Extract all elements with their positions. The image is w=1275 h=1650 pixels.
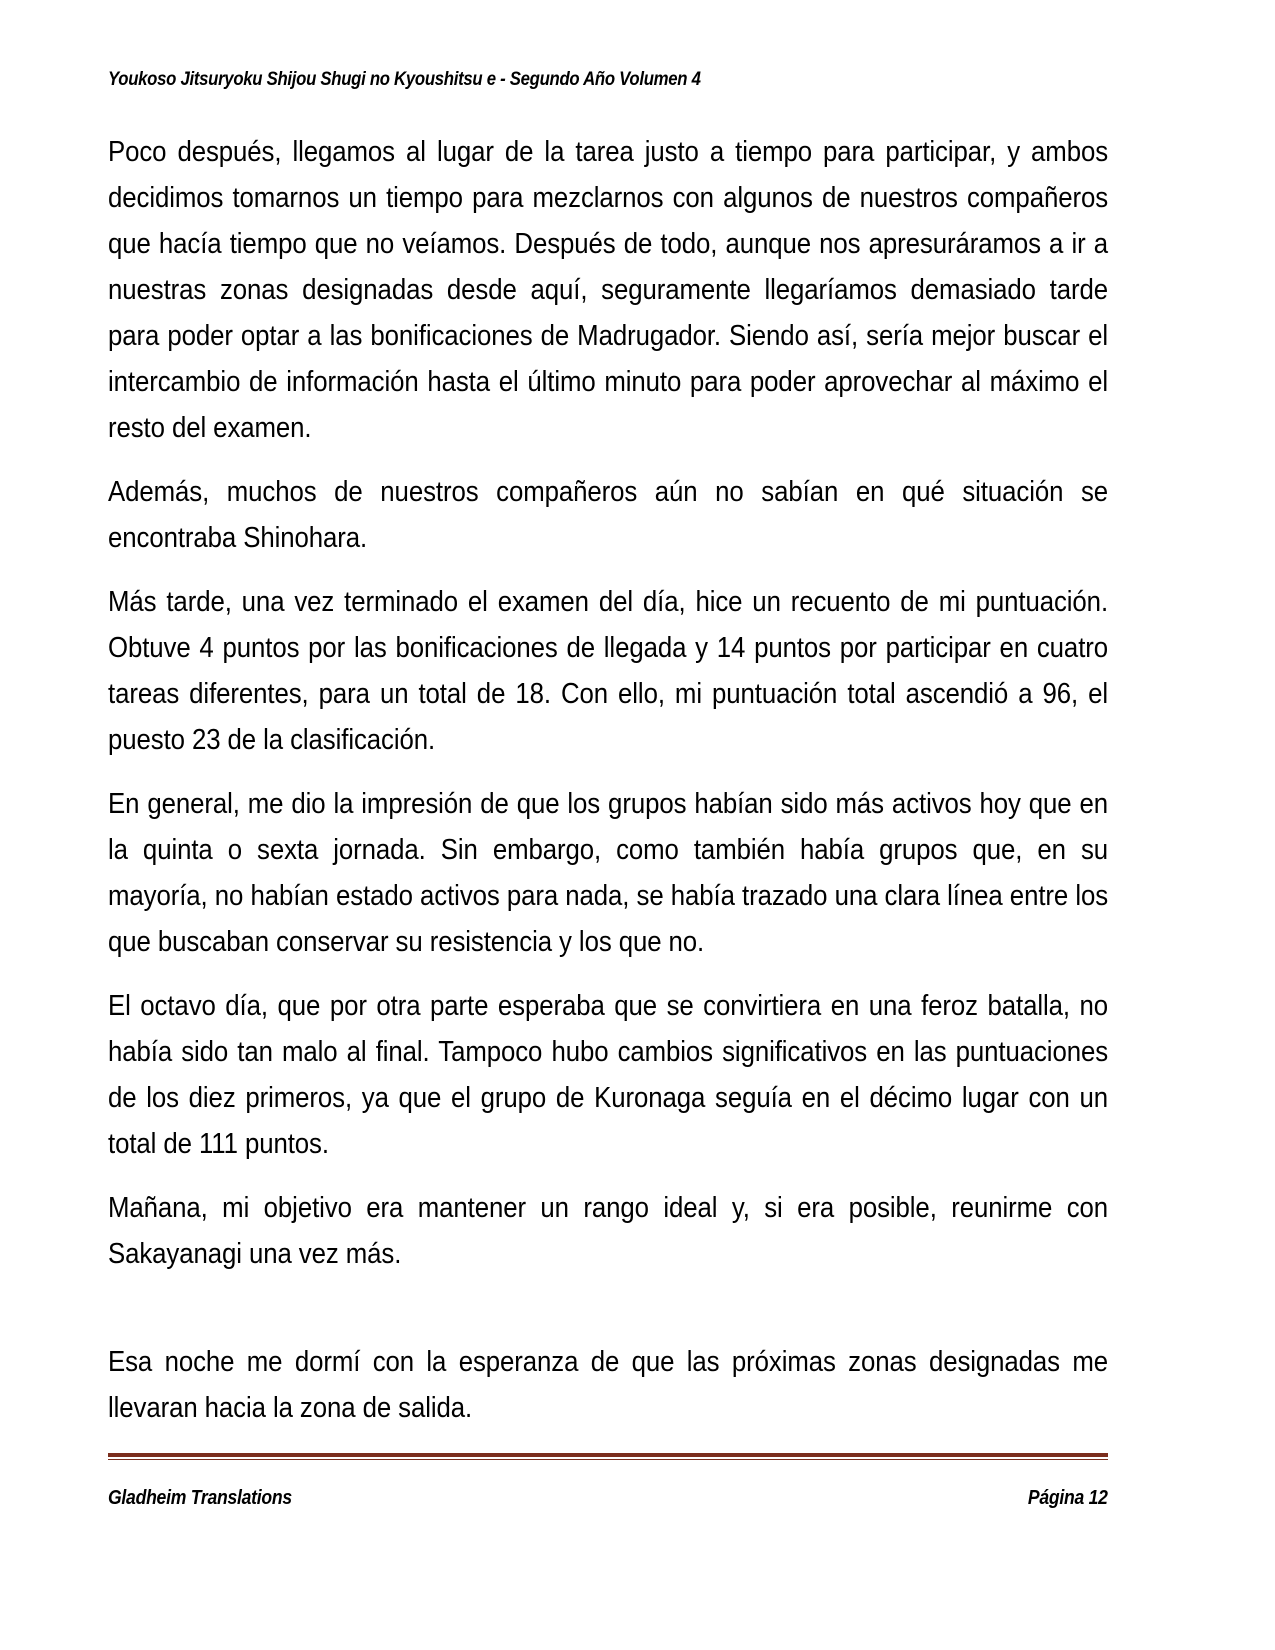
footer-rule-thick [108, 1453, 1108, 1457]
footer-rule-thin [108, 1459, 1108, 1460]
footer-row [108, 1487, 1108, 1510]
page-content [108, 0, 1108, 1431]
page-footer [108, 1453, 1108, 1510]
paragraph-2: Además, muchos de nuestros compañeros aún no sabían en qué situación se encontraba Shinohara. [108, 476, 1109, 554]
footer-divider [108, 1453, 1108, 1461]
footer-page-number: Página 12 [1028, 1487, 1108, 1509]
body-text [108, 129, 1108, 1431]
paragraph-7: Esa noche me dormí con la esperanza de que las próximas zonas designadas me llevaran hacia la zona de salida. [108, 1346, 1109, 1424]
footer-translator-credit: Gladheim Translations [108, 1487, 292, 1509]
paragraph-4: En general, me dio la impresión de que los grupos habían sido más activos hoy que en la quinta o sexta jornada. Sin embargo, como también había grupos que, en su mayoría, no habían estado activos para nada, se había trazado una clara línea entre los que buscaban conservar su resistencia y los que no. [108, 788, 1109, 958]
paragraph-3: Más tarde, una vez terminado el examen del día, hice un recuento de mi puntuación. Obtuve 4 puntos por las bonificaciones de llegada y 14 puntos por participar en cuatro tareas diferentes, para un total de 18. Con ello, mi puntuación total ascendió a 96, el puesto 23 de la clasificación. [108, 586, 1109, 756]
document-header-title: Youkoso Jitsuryoku Shijou Shugi no Kyoushitsu e - Segundo Año Volumen 4 [108, 68, 701, 90]
paragraph-5: El octavo día, que por otra parte esperaba que se convirtiera en una feroz batalla, no había sido tan malo al final. Tampoco hubo cambios significativos en las puntuaciones de los diez primeros, ya que el grupo de Kuronaga seguía en el décimo lugar con un total de 111 puntos. [108, 990, 1109, 1160]
paragraph-6: Mañana, mi objetivo era mantener un rango ideal y, si era posible, reunirme con Sakayanagi una vez más. [108, 1192, 1109, 1270]
paragraph-1: Poco después, llegamos al lugar de la tarea justo a tiempo para participar, y ambos decidimos tomarnos un tiempo para mezclarnos con algunos de nuestros compañeros que hacía tiempo que no veíamos. Después de todo, aunque nos apresuráramos a ir a nuestras zonas designadas desde aquí, seguramente llegaríamos demasiado tarde para poder optar a las bonificaciones de Madrugador. Siendo así, sería mejor buscar el intercambio de información hasta el último minuto para poder aprovechar al máximo el resto del examen. [108, 136, 1109, 444]
